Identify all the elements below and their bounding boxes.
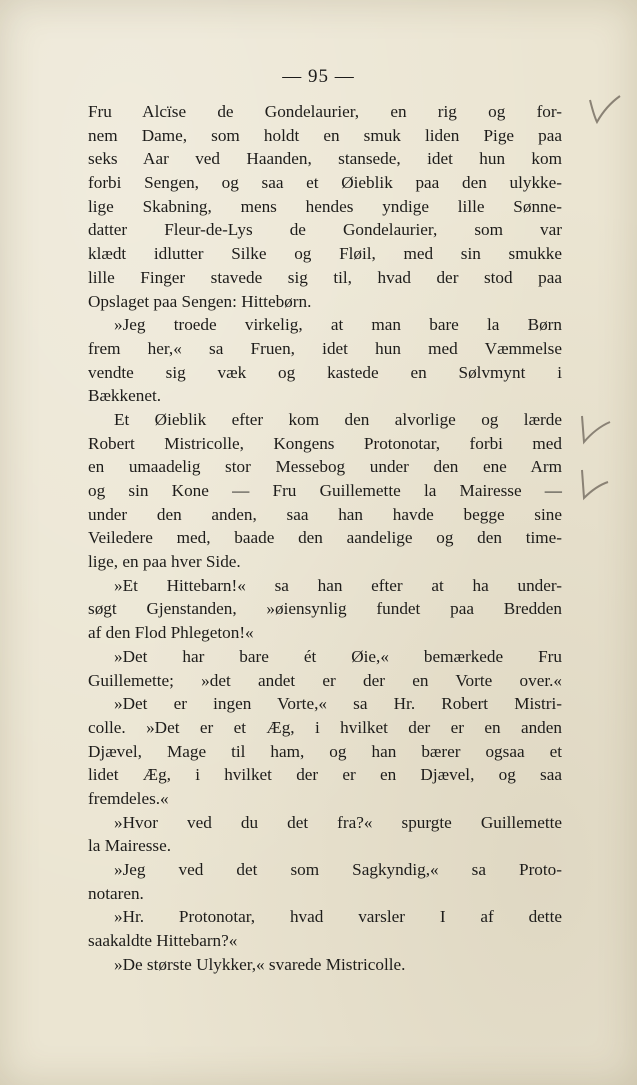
text-line: af den Flod Phlegeton!« <box>88 623 254 643</box>
text-line: saakaldte Hittebarn?« <box>88 931 238 951</box>
pencil-check-mark-icon <box>578 468 612 502</box>
text-line: Bækkenet. <box>88 386 162 406</box>
body-text <box>88 100 562 976</box>
text-line: vendte sig væk og kastede en Sølvmynt i <box>88 362 562 382</box>
text-line: »Hvor ved du det fra?« spurgte Guillemette <box>114 812 562 832</box>
text-line: notaren. <box>88 883 144 903</box>
text-line: »Jeg troede virkelig, at man bare la Børn <box>114 315 562 335</box>
text-line: Djævel, Mage til ham, og han bærer ogsaa et <box>88 741 562 761</box>
text-line: søgt Gjenstanden, »øiensynlig fundet paa Bredden <box>88 599 562 619</box>
text-line: forbi Sengen, og saa et Øieblik paa den ulykke- <box>88 173 562 193</box>
pencil-check-mark-icon <box>588 92 622 126</box>
text-line: frem her,« sa Fruen, idet hun med Væmmelse <box>88 338 562 358</box>
text-line: »De største Ulykker,« svarede Mistricolle. <box>114 954 406 974</box>
text-line: Fru Alcïse de Gondelaurier, en rig og for- <box>88 102 562 121</box>
text-line: seks Aar ved Haanden, stansede, idet hun kom <box>88 149 562 169</box>
text-line: Robert Mistricolle, Kongens Protonotar, forbi med <box>88 433 562 453</box>
text-line: »Jeg ved det som Sagkyndig,« sa Proto- <box>114 860 562 879</box>
text-line: klædt idlutter Silke og Fløil, med sin smukke <box>88 244 562 264</box>
text-line: Veiledere med, baade den aandelige og den time- <box>88 528 562 548</box>
text-line: »Det er ingen Vorte,« sa Hr. Robert Mistri- <box>114 694 562 714</box>
text-line: under den anden, saa han havde begge sine <box>88 504 562 524</box>
text-line: Et Øieblik efter kom den alvorlige og lærde <box>114 409 562 429</box>
text-line: lige, en paa hver Side. <box>88 552 241 572</box>
pencil-check-mark-icon <box>578 412 612 446</box>
text-line: la Mairesse. <box>88 836 172 856</box>
text-line: lidet Æg, i hvilket der er en Djævel, og saa <box>88 765 562 785</box>
text-line: nem Dame, som holdt en smuk liden Pige paa <box>88 125 562 145</box>
text-line: fremdeles.« <box>88 788 169 808</box>
text-line: »Et Hittebarn!« sa han efter at ha under- <box>114 575 562 595</box>
text-line: »Det har bare ét Øie,« bemærkede Fru <box>114 646 562 666</box>
text-line: Guillemette; »det andet er der en Vorte over.« <box>88 670 562 690</box>
text-line: »Hr. Protonotar, hvad varsler I af dette <box>114 907 562 927</box>
text-line: datter Fleur-de-Lys de Gondelaurier, som var <box>88 220 562 240</box>
text-line: en umaadelig stor Messebog under den ene Arm <box>88 457 562 477</box>
text-line: lille Finger stavede sig til, hvad der stod paa <box>88 267 562 287</box>
text-line: lige Skabning, mens hendes yndige lille Sønne- <box>88 196 562 216</box>
page-number: — 95 — <box>282 66 355 87</box>
text-line: Opslaget paa Sengen: Hittebørn. <box>88 291 312 311</box>
text-line: og sin Kone — Fru Guillemette la Mairesse — <box>88 481 562 500</box>
text-line: colle. »Det er et Æg, i hvilket der er en anden <box>88 717 562 737</box>
